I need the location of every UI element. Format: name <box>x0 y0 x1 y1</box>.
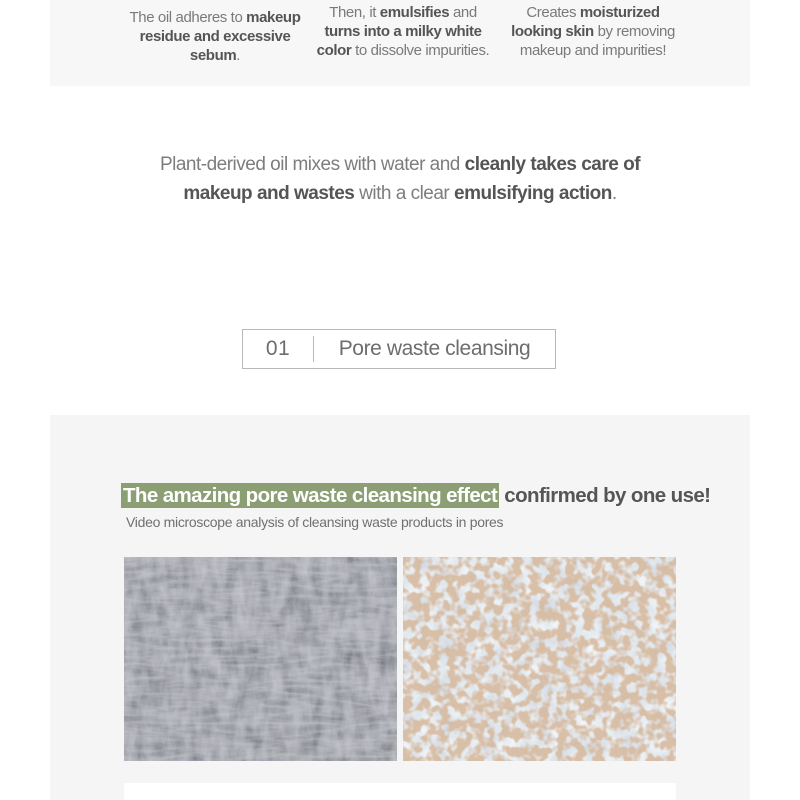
analysis-headline <box>121 484 710 508</box>
microscope-image-after <box>403 557 676 761</box>
headline-highlight: The amazing pore waste cleansing effect <box>123 484 498 507</box>
step-1-text: The oil adheres to makeup residue and excessive sebum. <box>129 9 301 64</box>
section-label-box <box>242 329 556 369</box>
section-title: Pore waste cleansing <box>338 337 531 360</box>
pore-analysis-panel <box>50 415 750 800</box>
intro-description: Plant-derived oil mixes with water and cleanly takes care of makeup and wastes with a clear emulsifying action. <box>159 154 641 204</box>
headline-rest: confirmed by one use! <box>499 484 711 507</box>
emulsifying-steps-panel <box>50 0 750 86</box>
section-number: 01 <box>265 337 291 360</box>
analysis-subline: Video microscope analysis of cleansing waste products in pores <box>126 514 504 530</box>
microscope-image-before <box>124 557 397 761</box>
step-3-text: Creates moisturized looking skin by removing makeup and impurities! <box>511 4 675 59</box>
step-2-text: Then, it emulsifies and turns into a milky white color to dissolve impurities. <box>316 4 490 59</box>
content-card-edge <box>124 783 676 800</box>
